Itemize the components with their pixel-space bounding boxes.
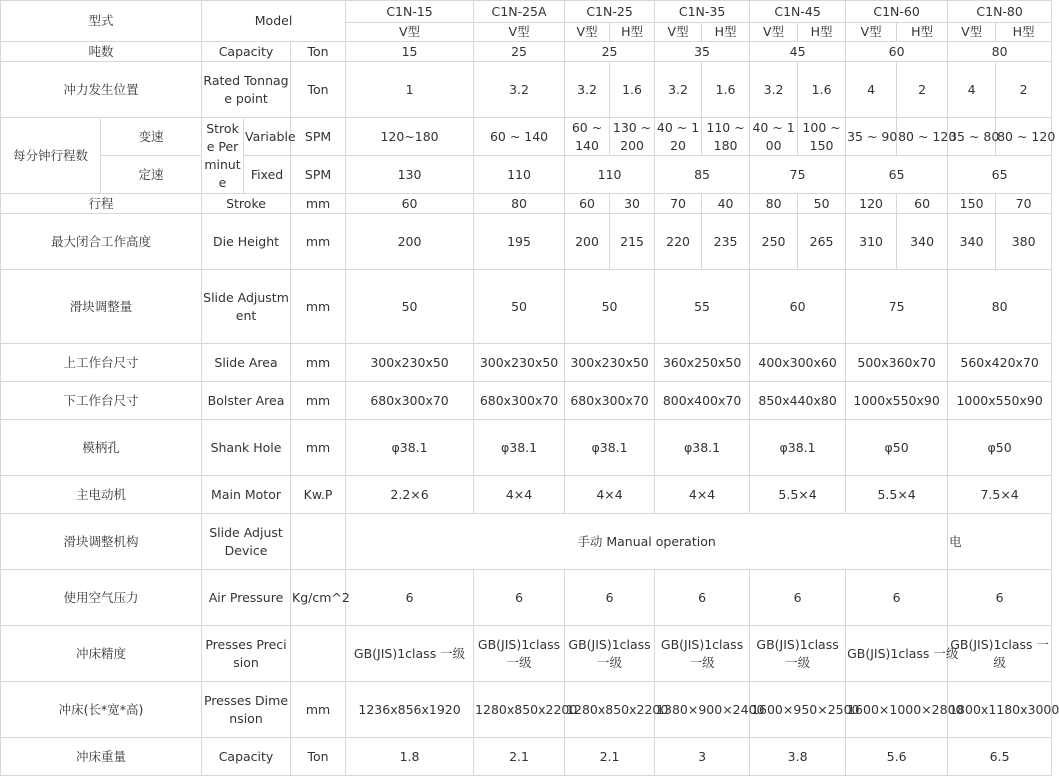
- cell: 1000x550x90: [948, 382, 1052, 420]
- cell: H型: [996, 23, 1052, 42]
- cell: 70: [996, 194, 1052, 214]
- cell: 1236x856x1920: [346, 682, 474, 738]
- cell: 80: [750, 194, 798, 214]
- cell: 60 ~ 140: [474, 118, 565, 156]
- row-main-motor: [1, 476, 1052, 514]
- cell: 80 ~ 120: [996, 118, 1052, 156]
- cell: 1280x850x2200: [474, 682, 565, 738]
- cell: 220: [655, 214, 702, 270]
- cell: 65: [846, 156, 948, 194]
- cell: 6: [474, 570, 565, 626]
- cell: 50: [474, 270, 565, 344]
- cell: H型: [702, 23, 750, 42]
- cell: GB(JIS)1class 一级: [846, 626, 948, 682]
- cell: 25: [474, 42, 565, 62]
- cell: 50: [798, 194, 846, 214]
- cell: V型: [655, 23, 702, 42]
- cell: 680x300x70: [565, 382, 655, 420]
- cell: 400x300x60: [750, 344, 846, 382]
- cell: 电: [948, 514, 1052, 570]
- cell: 800x400x70: [655, 382, 750, 420]
- cell: 35: [655, 42, 750, 62]
- cell: 25: [565, 42, 655, 62]
- row-slide-adjust-device: [1, 514, 1052, 570]
- cell: 使用空气压力: [1, 570, 202, 626]
- cell: 4: [846, 62, 897, 118]
- row-weight: [1, 738, 1052, 776]
- cell: 1800x1180x3000: [948, 682, 1052, 738]
- cell: 560x420x70: [948, 344, 1052, 382]
- cell: φ38.1: [346, 420, 474, 476]
- row-spm-variable: [1, 118, 1052, 156]
- cell: 3.2: [750, 62, 798, 118]
- row-slide-adjustment: [1, 270, 1052, 344]
- cell: [291, 626, 346, 682]
- cell: GB(JIS)1class 一级: [655, 626, 750, 682]
- cell: 110: [565, 156, 655, 194]
- cell: mm: [291, 194, 346, 214]
- cell: mm: [291, 344, 346, 382]
- cell: mm: [291, 214, 346, 270]
- cell: 40: [702, 194, 750, 214]
- cell: GB(JIS)1class 一级: [948, 626, 1052, 682]
- cell: φ50: [846, 420, 948, 476]
- cell: V型: [948, 23, 996, 42]
- cell: 3.2: [655, 62, 702, 118]
- cell: mm: [291, 270, 346, 344]
- cell: 4: [948, 62, 996, 118]
- cell: 500x360x70: [846, 344, 948, 382]
- cell: 60: [565, 194, 610, 214]
- row-precision: [1, 626, 1052, 682]
- row-air-pressure: [1, 570, 1052, 626]
- cell: Ton: [291, 738, 346, 776]
- row-spm-fixed: [1, 156, 1052, 194]
- cell: 120~180: [346, 118, 474, 156]
- cell: Kw.P: [291, 476, 346, 514]
- cell: 2.2×6: [346, 476, 474, 514]
- cell: [291, 514, 346, 570]
- cell: V型: [750, 23, 798, 42]
- cell: H型: [610, 23, 655, 42]
- cell: 上工作台尺寸: [1, 344, 202, 382]
- cell: 30: [610, 194, 655, 214]
- cell: 60: [346, 194, 474, 214]
- cell: 变速: [101, 118, 202, 156]
- cell: Stroke: [202, 194, 291, 214]
- cell: 310: [846, 214, 897, 270]
- cell: GB(JIS)1class 一级: [474, 626, 565, 682]
- cell: 340: [948, 214, 996, 270]
- cell: V型: [346, 23, 474, 42]
- cell: Main Motor: [202, 476, 291, 514]
- row-capacity: [1, 42, 1052, 62]
- cell: 250: [750, 214, 798, 270]
- cell: 300x230x50: [346, 344, 474, 382]
- cell: 最大闭合工作高度: [1, 214, 202, 270]
- cell: Presses Precision: [202, 626, 291, 682]
- cell: C1N-15: [346, 1, 474, 23]
- cell: 265: [798, 214, 846, 270]
- cell: φ50: [948, 420, 1052, 476]
- cell: 主电动机: [1, 476, 202, 514]
- cell: 定速: [101, 156, 202, 194]
- cell: Ton: [291, 42, 346, 62]
- cell: 50: [565, 270, 655, 344]
- cell: 70: [655, 194, 702, 214]
- cell: 1280x850x2200: [565, 682, 655, 738]
- cell: Fixed: [244, 156, 291, 194]
- cell: 型式: [1, 1, 202, 42]
- cell: SPM: [291, 118, 346, 156]
- cell: Slide Adjustment: [202, 270, 291, 344]
- cell: 5.6: [846, 738, 948, 776]
- cell: φ38.1: [565, 420, 655, 476]
- cell: 60: [846, 42, 948, 62]
- cell: 65: [948, 156, 1052, 194]
- row-stroke: [1, 194, 1052, 214]
- cell: 6: [948, 570, 1052, 626]
- cell: mm: [291, 382, 346, 420]
- cell: 50: [346, 270, 474, 344]
- cell: 380: [996, 214, 1052, 270]
- cell: 75: [846, 270, 948, 344]
- cell: C1N-45: [750, 1, 846, 23]
- cell: φ38.1: [474, 420, 565, 476]
- cell: 130 ~ 200: [610, 118, 655, 156]
- cell: mm: [291, 682, 346, 738]
- cell: GB(JIS)1class 一级: [565, 626, 655, 682]
- cell: 150: [948, 194, 996, 214]
- cell: Variable: [244, 118, 291, 156]
- cell: Presses Dimension: [202, 682, 291, 738]
- cell: 195: [474, 214, 565, 270]
- cell: 1.8: [346, 738, 474, 776]
- cell: 4×4: [655, 476, 750, 514]
- cell: Stroke Per minute: [202, 118, 244, 194]
- cell: Capacity: [202, 42, 291, 62]
- cell: 3.8: [750, 738, 846, 776]
- cell: 冲床精度: [1, 626, 202, 682]
- cell: 5.5×4: [750, 476, 846, 514]
- cell: 模柄孔: [1, 420, 202, 476]
- cell: 1600×1000×2800: [846, 682, 948, 738]
- cell: 3: [655, 738, 750, 776]
- cell: C1N-60: [846, 1, 948, 23]
- cell: 55: [655, 270, 750, 344]
- cell: 5.5×4: [846, 476, 948, 514]
- cell: φ38.1: [655, 420, 750, 476]
- cell: φ38.1: [750, 420, 846, 476]
- cell: Air Pressure: [202, 570, 291, 626]
- cell: 冲力发生位置: [1, 62, 202, 118]
- cell: 冲床重量: [1, 738, 202, 776]
- cell: 340: [897, 214, 948, 270]
- cell: 6: [655, 570, 750, 626]
- cell: 45: [750, 42, 846, 62]
- cell: Slide Adjust Device: [202, 514, 291, 570]
- cell: 4×4: [474, 476, 565, 514]
- cell: V型: [846, 23, 897, 42]
- cell: 3.2: [474, 62, 565, 118]
- cell: mm: [291, 420, 346, 476]
- cell: 每分钟行程数: [1, 118, 101, 194]
- cell: Model: [202, 1, 346, 42]
- cell: 35 ~ 90: [846, 118, 897, 156]
- row-die-height: [1, 214, 1052, 270]
- cell: 6: [846, 570, 948, 626]
- cell: Ton: [291, 62, 346, 118]
- cell: 行程: [1, 194, 202, 214]
- cell: 60: [897, 194, 948, 214]
- cell: 7.5×4: [948, 476, 1052, 514]
- cell: 680x300x70: [346, 382, 474, 420]
- cell: 滑块调整量: [1, 270, 202, 344]
- row-rated-tonnage: [1, 62, 1052, 118]
- cell: 下工作台尺寸: [1, 382, 202, 420]
- cell: C1N-25A: [474, 1, 565, 23]
- cell: 6: [565, 570, 655, 626]
- cell: 680x300x70: [474, 382, 565, 420]
- cell: 40 ~ 100: [750, 118, 798, 156]
- cell: 360x250x50: [655, 344, 750, 382]
- cell: 2: [897, 62, 948, 118]
- cell: 200: [346, 214, 474, 270]
- cell: 6.5: [948, 738, 1052, 776]
- cell: H型: [897, 23, 948, 42]
- cell: Kg/cm^2: [291, 570, 346, 626]
- cell: 1.6: [798, 62, 846, 118]
- cell: V型: [565, 23, 610, 42]
- cell: 1380×900×2400: [655, 682, 750, 738]
- row-model: [1, 1, 1052, 23]
- cell: 15: [346, 42, 474, 62]
- cell: 300x230x50: [474, 344, 565, 382]
- cell: 110: [474, 156, 565, 194]
- cell: GB(JIS)1class 一级: [346, 626, 474, 682]
- cell: H型: [798, 23, 846, 42]
- cell: 215: [610, 214, 655, 270]
- cell: C1N-35: [655, 1, 750, 23]
- cell: Slide Area: [202, 344, 291, 382]
- cell: 1.6: [702, 62, 750, 118]
- cell: 300x230x50: [565, 344, 655, 382]
- cell: 110 ~ 180: [702, 118, 750, 156]
- cell: 6: [750, 570, 846, 626]
- cell: Rated Tonnage point: [202, 62, 291, 118]
- row-slide-area: [1, 344, 1052, 382]
- cell: 手动 Manual operation: [346, 514, 948, 570]
- cell: GB(JIS)1class 一级: [750, 626, 846, 682]
- cell: 100 ~ 150: [798, 118, 846, 156]
- cell: 2: [996, 62, 1052, 118]
- cell: SPM: [291, 156, 346, 194]
- cell: 60 ~ 140: [565, 118, 610, 156]
- cell: 80: [948, 42, 1052, 62]
- cell: 2.1: [474, 738, 565, 776]
- cell: 1: [346, 62, 474, 118]
- cell: 80: [948, 270, 1052, 344]
- row-shank-hole: [1, 420, 1052, 476]
- cell: 3.2: [565, 62, 610, 118]
- cell: 1.6: [610, 62, 655, 118]
- cell: Capacity: [202, 738, 291, 776]
- cell: 75: [750, 156, 846, 194]
- row-bolster-area: [1, 382, 1052, 420]
- row-dimension: [1, 682, 1052, 738]
- cell: 200: [565, 214, 610, 270]
- cell: 2.1: [565, 738, 655, 776]
- cell: 85: [655, 156, 750, 194]
- cell: 850x440x80: [750, 382, 846, 420]
- cell: C1N-80: [948, 1, 1052, 23]
- cell: 35 ~ 80: [948, 118, 996, 156]
- cell: 80: [474, 194, 565, 214]
- cell: Die Height: [202, 214, 291, 270]
- cell: Bolster Area: [202, 382, 291, 420]
- cell: 235: [702, 214, 750, 270]
- cell: 120: [846, 194, 897, 214]
- cell: 130: [346, 156, 474, 194]
- cell: 冲床(长*宽*高): [1, 682, 202, 738]
- cell: Shank Hole: [202, 420, 291, 476]
- cell: 1600×950×2500: [750, 682, 846, 738]
- cell: 吨数: [1, 42, 202, 62]
- cell: 滑块调整机构: [1, 514, 202, 570]
- cell: C1N-25: [565, 1, 655, 23]
- cell: 6: [346, 570, 474, 626]
- cell: 4×4: [565, 476, 655, 514]
- cell: 1000x550x90: [846, 382, 948, 420]
- cell: 60: [750, 270, 846, 344]
- cell: 40 ~ 120: [655, 118, 702, 156]
- cell: V型: [474, 23, 565, 42]
- cell: 80 ~ 120: [897, 118, 948, 156]
